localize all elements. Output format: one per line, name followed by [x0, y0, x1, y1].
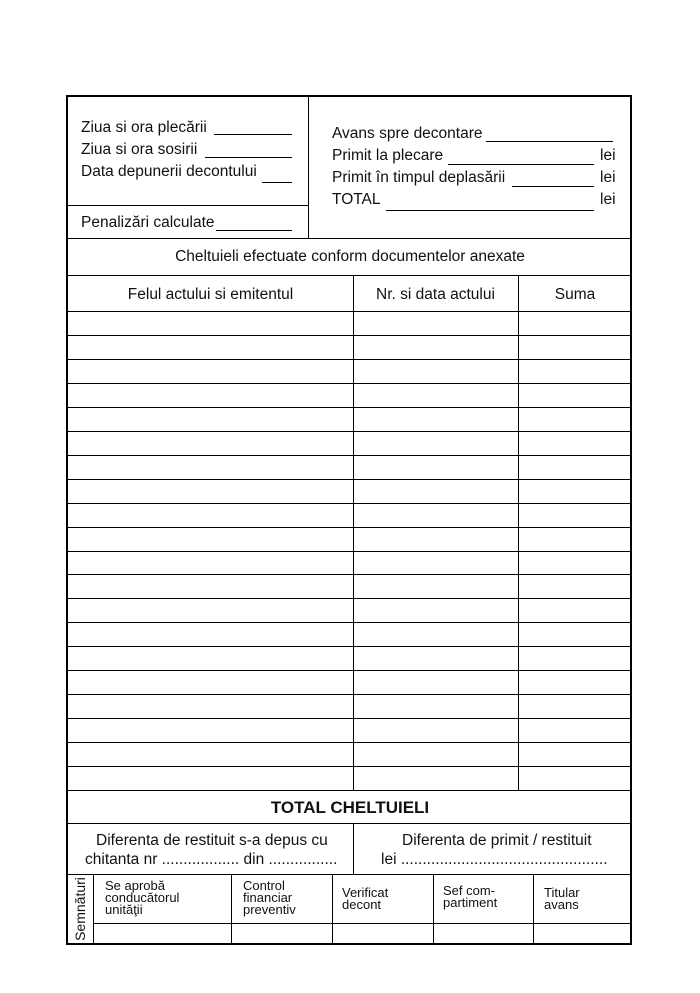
sig-approver: Se aprobă conducătorul unităţii — [105, 878, 180, 917]
table-cell[interactable] — [68, 766, 353, 790]
table-cell[interactable] — [353, 766, 518, 790]
sig-box-advance-holder[interactable] — [534, 925, 632, 944]
submission-date-field[interactable] — [262, 182, 292, 183]
table-row — [68, 622, 632, 646]
table-cell[interactable] — [68, 311, 353, 335]
table-cell[interactable] — [353, 574, 518, 598]
table-row — [68, 383, 632, 407]
received-during-label: Primit în timpul deplasării — [332, 169, 506, 186]
table-cell[interactable] — [353, 383, 518, 407]
table-cell[interactable] — [353, 455, 518, 479]
table-cell[interactable] — [68, 359, 353, 383]
table-cell[interactable] — [68, 598, 353, 622]
table-row — [68, 503, 632, 527]
table-cell[interactable] — [353, 431, 518, 455]
table-cell[interactable] — [353, 335, 518, 359]
table-row — [68, 431, 632, 455]
penalties-label: Penalizări calculate — [81, 214, 215, 231]
table-cell[interactable] — [68, 574, 353, 598]
table-cell[interactable] — [518, 742, 632, 766]
table-cell[interactable] — [68, 503, 353, 527]
table-cell[interactable] — [518, 383, 632, 407]
difference-text: Diferenta de primit / restituit — [402, 832, 592, 849]
col-header-number-date: Nr. si data actului — [376, 286, 495, 303]
table-cell[interactable] — [518, 335, 632, 359]
arrival-label: Ziua si ora sosirii — [81, 141, 198, 158]
sig-box-department-head[interactable] — [434, 925, 533, 944]
departure-field[interactable] — [214, 134, 292, 135]
received-during-field[interactable] — [512, 186, 594, 187]
table-cell[interactable] — [353, 527, 518, 551]
table-row — [68, 646, 632, 670]
table-cell[interactable] — [68, 670, 353, 694]
sig-department-head: Sef com- partiment — [443, 883, 498, 910]
sig-verified: Verificat decont — [342, 885, 389, 912]
table-cell[interactable] — [518, 718, 632, 742]
refund-deposit-text: Diferenta de restituit s-a depus cu — [96, 832, 328, 849]
table-cell[interactable] — [68, 455, 353, 479]
table-row — [68, 766, 632, 790]
total-expenses-label: TOTAL CHELTUIELI — [270, 798, 430, 817]
table-cell[interactable] — [518, 646, 632, 670]
submission-date-label: Data depunerii decontului — [81, 163, 257, 180]
sig-box-financial-control[interactable] — [232, 925, 332, 944]
penalties-divider — [68, 205, 308, 206]
departure-label: Ziua si ora plecării — [81, 119, 207, 136]
table-row — [68, 670, 632, 694]
table-cell[interactable] — [353, 311, 518, 335]
table-cell[interactable] — [518, 670, 632, 694]
total-top-border — [68, 790, 632, 791]
table-cell[interactable] — [518, 551, 632, 575]
table-cell[interactable] — [518, 431, 632, 455]
table-cell[interactable] — [353, 359, 518, 383]
sig-advance-holder: Titular avans — [544, 885, 580, 912]
table-row — [68, 742, 632, 766]
sig-box-approver[interactable] — [94, 925, 231, 944]
difference-amount-line[interactable]: lei ................................................ — [381, 851, 608, 868]
advance-field[interactable] — [486, 141, 613, 142]
table-row — [68, 311, 632, 335]
total-advance-unit: lei — [600, 191, 616, 208]
header-divider — [308, 97, 309, 238]
table-cell[interactable] — [353, 742, 518, 766]
table-cell[interactable] — [518, 455, 632, 479]
table-cell[interactable] — [518, 766, 632, 790]
table-cell[interactable] — [68, 527, 353, 551]
table-cell[interactable] — [68, 718, 353, 742]
table-cell[interactable] — [518, 598, 632, 622]
table-cell[interactable] — [518, 503, 632, 527]
table-cell[interactable] — [518, 694, 632, 718]
table-row — [68, 407, 632, 431]
difference-divider — [353, 823, 354, 874]
table-cell[interactable] — [68, 622, 353, 646]
sig-box-verified[interactable] — [333, 925, 433, 944]
table-row — [68, 598, 632, 622]
table-cell[interactable] — [518, 479, 632, 503]
section-bottom-border — [68, 275, 632, 276]
section-top-border — [68, 238, 632, 239]
table-cell[interactable] — [518, 574, 632, 598]
table-cell[interactable] — [68, 431, 353, 455]
table-row — [68, 335, 632, 359]
table-cell[interactable] — [353, 479, 518, 503]
table-cell[interactable] — [353, 503, 518, 527]
received-departure-field[interactable] — [448, 164, 594, 165]
section-title: Cheltuieli efectuate conform documentelor anexate — [175, 248, 525, 265]
table-cell[interactable] — [518, 527, 632, 551]
table-row — [68, 479, 632, 503]
table-row — [68, 718, 632, 742]
expense-report-form — [66, 95, 632, 945]
table-cell[interactable] — [353, 718, 518, 742]
table-row — [68, 527, 632, 551]
col-header-document: Felul actului si emitentul — [127, 286, 294, 303]
table-row — [68, 694, 632, 718]
table-cell[interactable] — [68, 742, 353, 766]
signatures-label: Semnături — [72, 877, 88, 941]
table-cell[interactable] — [518, 359, 632, 383]
received-departure-unit: lei — [600, 147, 616, 164]
table-cell[interactable] — [68, 335, 353, 359]
advance-label: Avans spre decontare — [332, 125, 483, 142]
table-cell[interactable] — [68, 551, 353, 575]
table-cell[interactable] — [353, 551, 518, 575]
received-during-unit: lei — [600, 169, 616, 186]
table-row — [68, 574, 632, 598]
arrival-field[interactable] — [205, 157, 292, 158]
table-cell[interactable] — [353, 407, 518, 431]
sig-financial-control: Control financiar preventiv — [243, 878, 296, 917]
table-cell[interactable] — [353, 694, 518, 718]
table-row — [68, 551, 632, 575]
signatures-top-border — [68, 874, 632, 875]
table-cell[interactable] — [68, 694, 353, 718]
sig-line — [93, 923, 632, 924]
table-cell[interactable] — [353, 670, 518, 694]
table-cell[interactable] — [518, 622, 632, 646]
penalties-field[interactable] — [216, 230, 292, 231]
table-cell[interactable] — [353, 622, 518, 646]
table-row — [68, 359, 632, 383]
received-departure-label: Primit la plecare — [332, 147, 444, 164]
table-cell[interactable] — [68, 646, 353, 670]
table-cell[interactable] — [68, 407, 353, 431]
table-cell[interactable] — [68, 479, 353, 503]
total-advance-label: TOTAL — [332, 191, 381, 208]
table-cell[interactable] — [353, 598, 518, 622]
receipt-number-line[interactable]: chitanta nr .................. din ................ — [85, 851, 338, 868]
total-bottom-border — [68, 823, 632, 824]
table-cell[interactable] — [353, 646, 518, 670]
total-advance-field[interactable] — [386, 210, 594, 211]
table-cell[interactable] — [68, 383, 353, 407]
col-header-amount: Suma — [554, 286, 596, 303]
table-cell[interactable] — [518, 311, 632, 335]
table-row — [68, 455, 632, 479]
table-cell[interactable] — [518, 407, 632, 431]
